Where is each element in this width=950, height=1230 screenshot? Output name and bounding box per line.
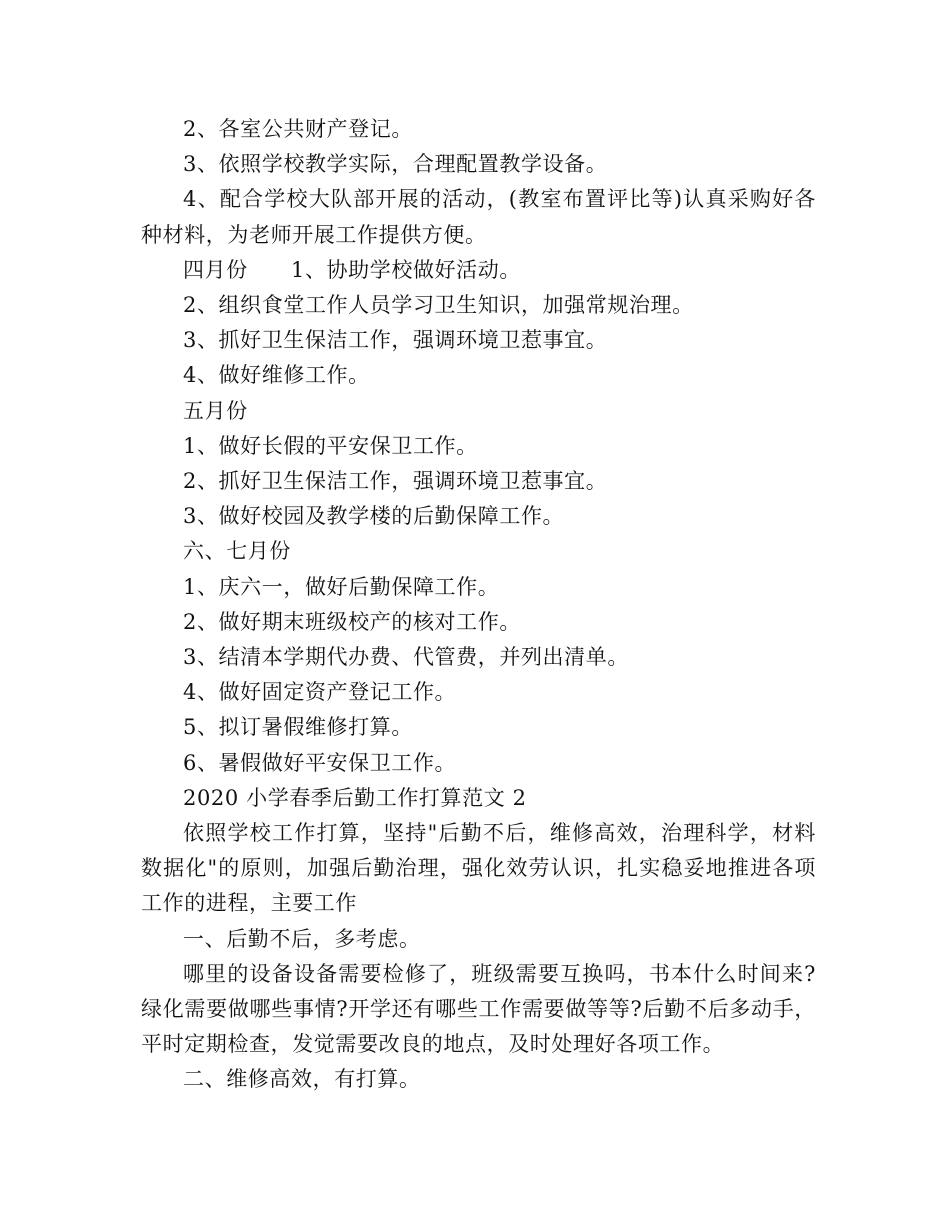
paragraph: 4、做好固定资产登记工作。 xyxy=(183,680,457,705)
paragraph: 4、做好维修工作。 xyxy=(183,363,370,388)
section-heading: 二、维修高效，有打算。 xyxy=(183,1067,421,1092)
paragraph: 1、庆六一，做好后勤保障工作。 xyxy=(183,574,500,599)
paragraph: 3、做好校园及教学楼的后勤保障工作。 xyxy=(183,504,565,529)
paragraph: 3、抓好卫生保洁工作，强调环境卫惹事宜。 xyxy=(183,328,608,353)
paragraph: 2、做好期末班级校产的核对工作。 xyxy=(183,609,521,634)
paragraph: 4、配合学校大队部开展的活动，(教室布置评比等)认真采购好各种材料，为老师开展工作提供方便。 xyxy=(141,187,816,247)
section-heading-april: 四月份 1、协助学校做好活动。 xyxy=(183,257,521,282)
document-subtitle: 2020 小学春季后勤工作打算范文 2 xyxy=(183,785,527,810)
section-heading-may: 五月份 xyxy=(183,398,248,423)
paragraph: 依照学校工作打算，坚持"后勤不后，维修高效，治理科学，材料数据化"的原则，加强后勤治理，强化效劳认识，扎实稳妥地推进各项工作的进程，主要工作 xyxy=(141,821,816,916)
paragraph: 6、暑假做好平安保卫工作。 xyxy=(183,750,457,775)
paragraph: 3、结清本学期代办费、代管费，并列出清单。 xyxy=(183,645,629,670)
paragraph: 1、做好长假的平安保卫工作。 xyxy=(183,433,478,458)
document-body xyxy=(141,112,816,1098)
paragraph: 2、抓好卫生保洁工作，强调环境卫惹事宜。 xyxy=(183,469,608,494)
section-heading-june-july: 六、七月份 xyxy=(183,539,291,564)
paragraph: 2、各室公共财产登记。 xyxy=(183,117,413,141)
paragraph: 2、组织食堂工作人员学习卫生知识，加强常规治理。 xyxy=(183,293,694,318)
paragraph: 3、依照学校教学实际，合理配置教学设备。 xyxy=(183,152,608,177)
paragraph: 哪里的设备设备需要检修了，班级需要互换吗，书本什么时间来?绿化需要做哪些事情?开学还有哪些工作需要做等等?后勤不后多动手，平时定期检查，发觉需要改良的地点，及时处理好各项工作。 xyxy=(141,961,816,1057)
paragraph: 5、拟订暑假维修打算。 xyxy=(183,715,413,740)
section-heading: 一、后勤不后，多考虑。 xyxy=(183,926,421,951)
